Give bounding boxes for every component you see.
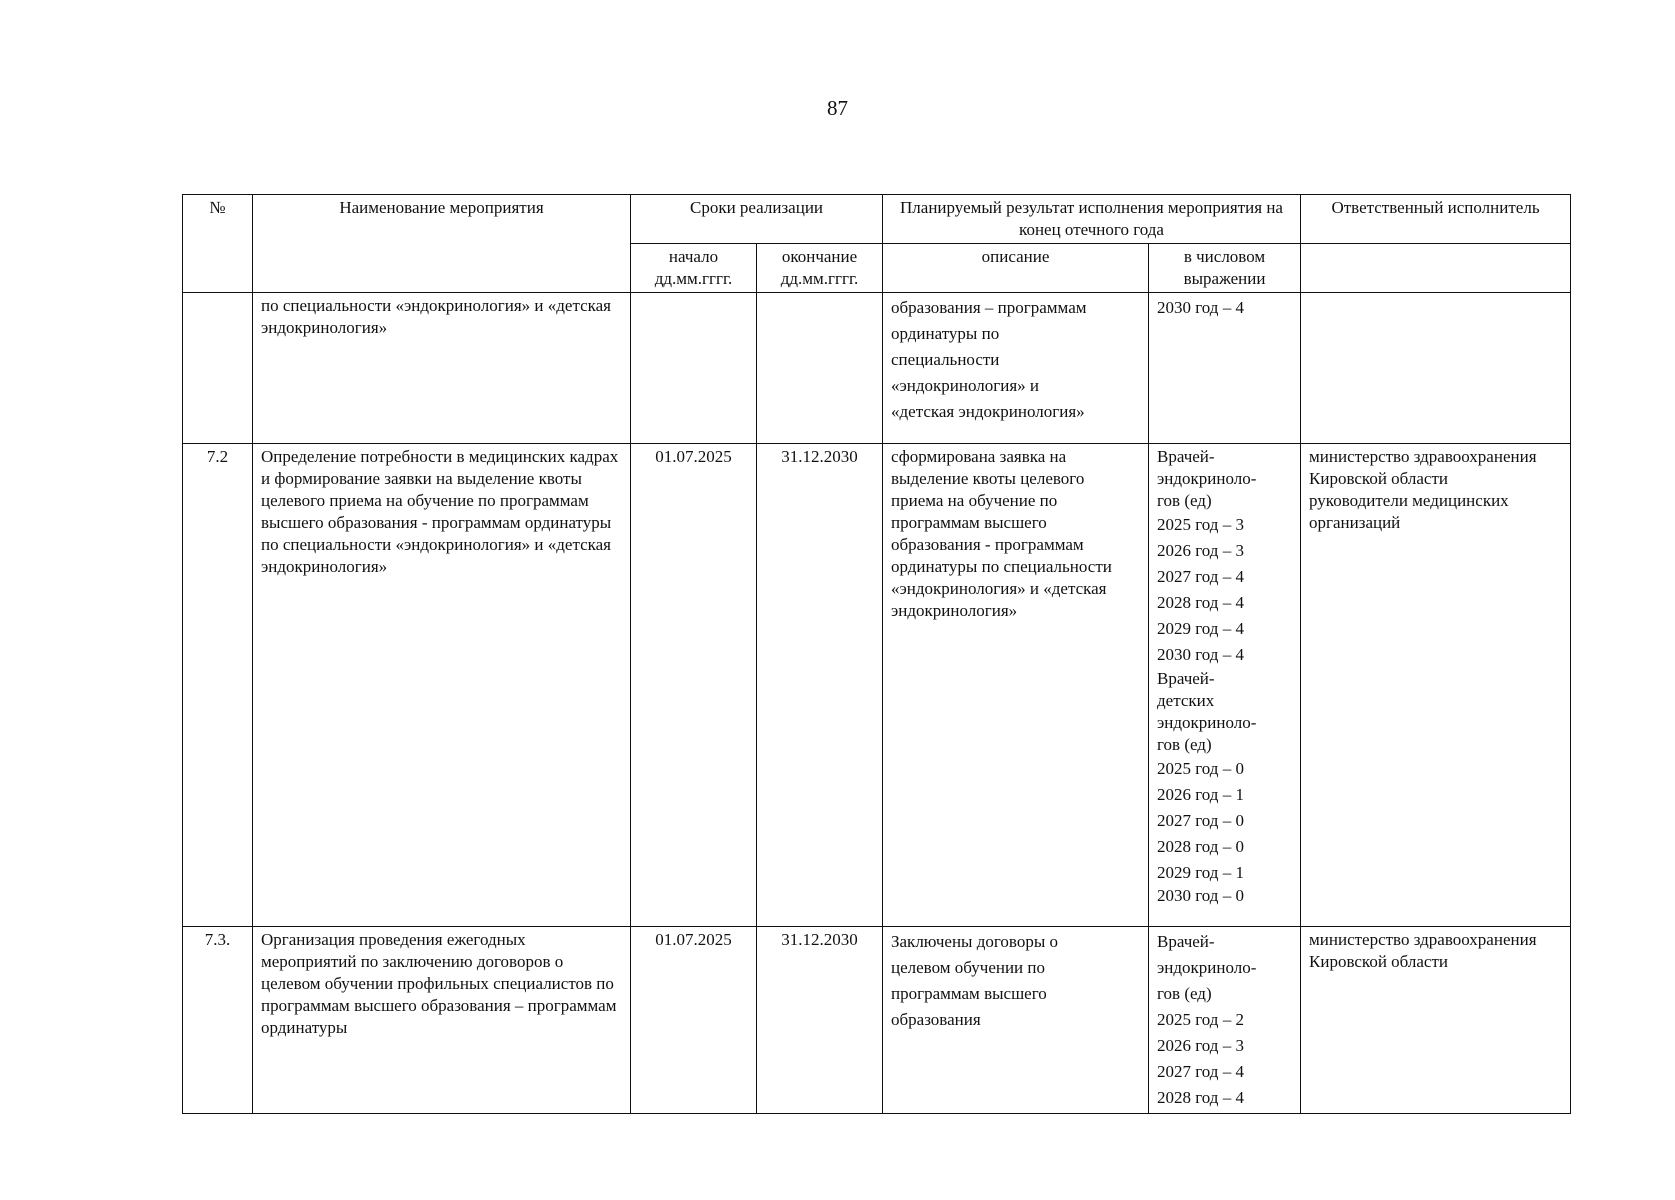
activity-table <box>182 194 1571 1114</box>
value-line: 2026 год – 3 <box>1157 1036 1244 1055</box>
row-start: 01.07.2025 <box>631 927 757 1114</box>
desc-line: «детская эндокринология» <box>891 402 1085 421</box>
row-name: Определение потребности в медицинских кадрах и формирование заявки на выделение квоты целевого приема на обучение по программам высшего образования - программам ординатуры по специальности «эндокринология» и «детская эндокринология» <box>253 444 631 927</box>
row-name: Организация проведения ежегодных мероприятий по заключению договоров о целевом обучении профильных специалистов по программам высшего образования – программам ординатуры <box>253 927 631 1114</box>
value-line: 2027 год – 0 <box>1157 811 1244 830</box>
row-num: 7.2 <box>183 444 253 927</box>
value-line: эндокриноло- <box>1157 469 1257 488</box>
row-desc <box>883 927 1149 1114</box>
value-line: 2025 год – 2 <box>1157 1010 1244 1029</box>
table-row <box>183 444 1571 927</box>
row-responsible: министерство здравоохранения Кировской области <box>1301 927 1571 1114</box>
value-line: 2030 год – 4 <box>1157 298 1244 317</box>
value-line: гов (ед) <box>1157 984 1212 1003</box>
value-line: 2030 год – 0 <box>1157 886 1244 905</box>
header-name: Наименование мероприятия <box>253 195 631 293</box>
desc-line: специальности <box>891 350 1000 369</box>
value-line: гов (ед) <box>1157 735 1212 754</box>
row-end <box>757 293 883 444</box>
page-number: 87 <box>827 96 848 120</box>
value-line: Врачей- <box>1157 669 1215 688</box>
value-line: гов (ед) <box>1157 491 1212 510</box>
table-row <box>183 927 1571 1114</box>
value-line: 2029 год – 1 <box>1157 863 1244 882</box>
desc-line: Заключены договоры о <box>891 932 1059 951</box>
row-start <box>631 293 757 444</box>
value-line: 2028 год – 0 <box>1157 837 1244 856</box>
subheader-desc: описание <box>883 244 1149 293</box>
desc-line: «эндокринология» и <box>891 376 1039 395</box>
desc-line: ординатуры по <box>891 324 1000 343</box>
desc-line: целевом обучении по <box>891 958 1046 977</box>
row-responsible <box>1301 293 1571 444</box>
subheader-value: в числовом выражении <box>1149 244 1301 293</box>
subheader-responsible-empty <box>1301 244 1571 293</box>
desc-line: образования <box>891 1010 981 1029</box>
row-end: 31.12.2030 <box>757 927 883 1114</box>
row-desc <box>883 293 1149 444</box>
value-line: 2028 год – 4 <box>1157 593 1244 612</box>
header-num: № <box>183 195 253 293</box>
value-line: детских <box>1157 691 1215 710</box>
subheader-start: начало дд.мм.гггг. <box>631 244 757 293</box>
value-line: Врачей- <box>1157 447 1215 466</box>
value-line: 2027 год – 4 <box>1157 567 1244 586</box>
value-line: 2026 год – 1 <box>1157 785 1244 804</box>
row-num: 7.3. <box>183 927 253 1114</box>
value-line: 2026 год – 3 <box>1157 541 1244 560</box>
value-line: 2030 год – 4 <box>1157 645 1244 664</box>
desc-line: программам высшего <box>891 984 1047 1003</box>
table-row <box>183 293 1571 444</box>
value-line: 2028 год – 4 <box>1157 1088 1244 1107</box>
row-value <box>1149 927 1301 1114</box>
row-num <box>183 293 253 444</box>
header-row <box>183 195 1571 244</box>
value-line: эндокриноло- <box>1157 958 1257 977</box>
row-responsible <box>1301 444 1571 927</box>
value-line: 2027 год – 4 <box>1157 1062 1244 1081</box>
row-end: 31.12.2030 <box>757 444 883 927</box>
desc-line: образования – программам <box>891 298 1087 317</box>
row-value <box>1149 444 1301 927</box>
responsible-line: министерство здравоохранения Кировской области <box>1309 447 1537 488</box>
responsible-line: руководители медицинских организаций <box>1309 491 1509 532</box>
row-value <box>1149 293 1301 444</box>
value-line: Врачей- <box>1157 932 1215 951</box>
row-desc: сформирована заявка на выделение квоты целевого приема на обучение по программам высшего образования - программам ординатуры по специальности «эндокринология» и «детская эндокринология» <box>883 444 1149 927</box>
header-responsible: Ответственный исполнитель <box>1301 195 1571 244</box>
value-line: эндокриноло- <box>1157 713 1257 732</box>
header-result: Планируемый результат исполнения мероприятия на конец отечного года <box>883 195 1301 244</box>
subheader-end: окончание дд.мм.гггг. <box>757 244 883 293</box>
row-start: 01.07.2025 <box>631 444 757 927</box>
row-name: по специальности «эндокринология» и «детская эндокринология» <box>253 293 631 444</box>
value-line: 2025 год – 3 <box>1157 515 1244 534</box>
value-line: 2025 год – 0 <box>1157 759 1244 778</box>
header-terms: Сроки реализации <box>631 195 883 244</box>
value-line: 2029 год – 4 <box>1157 619 1244 638</box>
